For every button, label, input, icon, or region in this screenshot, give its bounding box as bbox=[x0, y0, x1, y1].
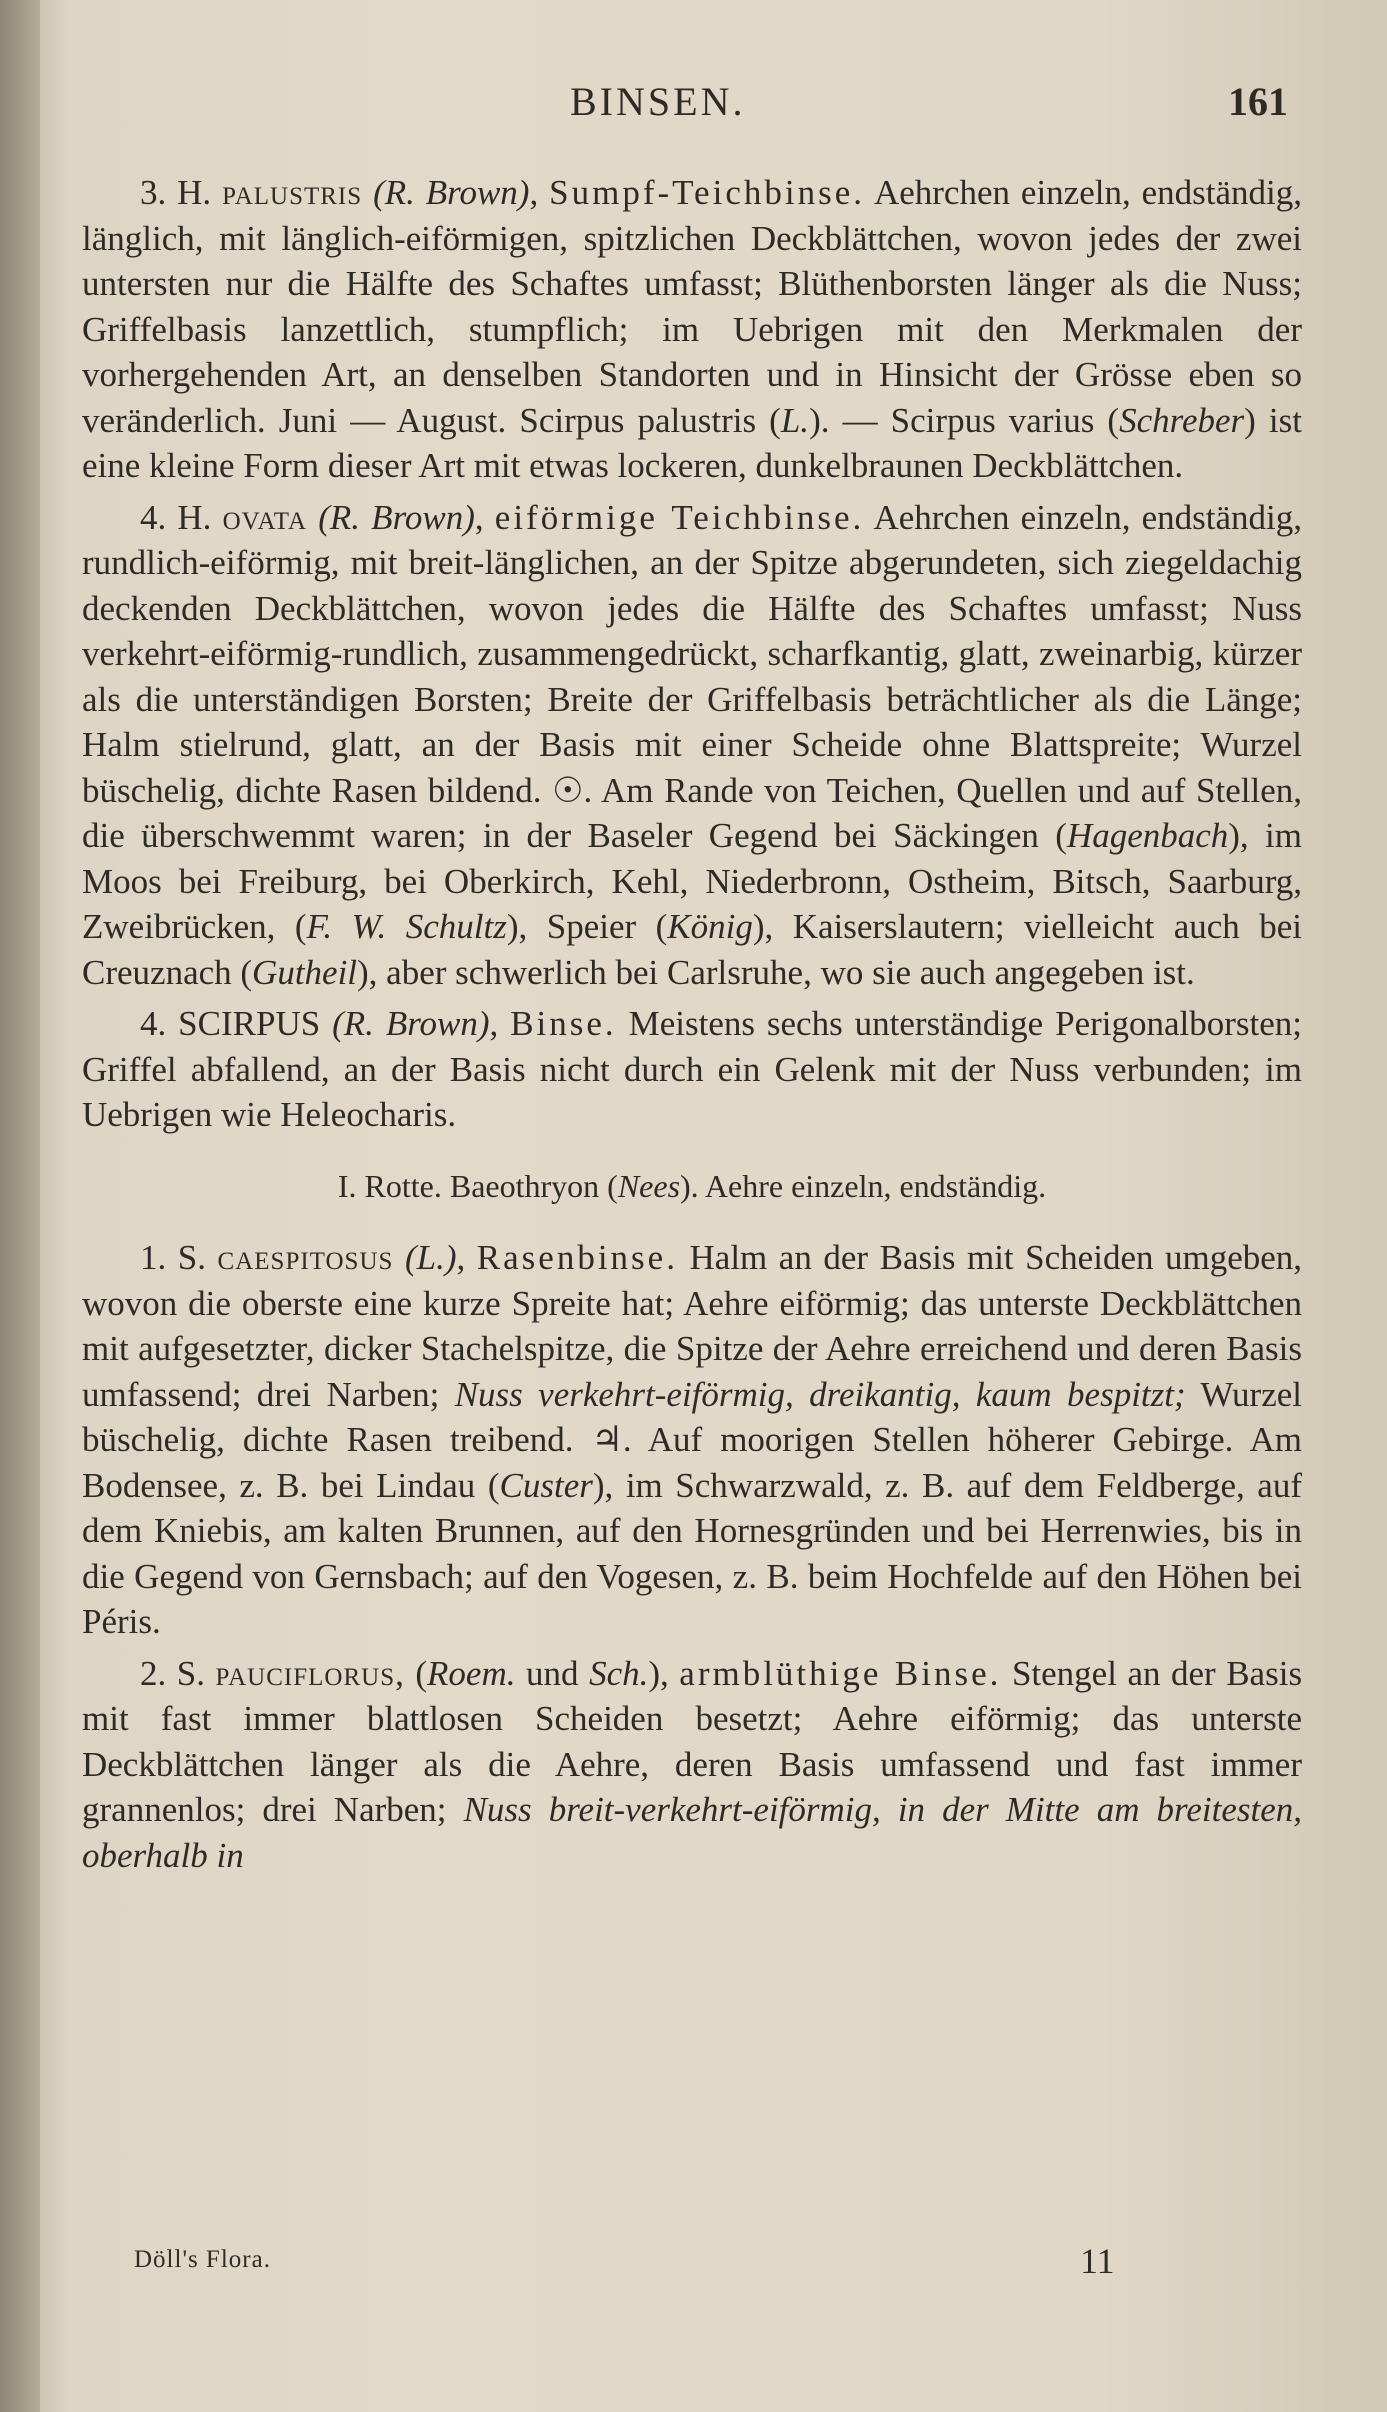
author: (L.) bbox=[404, 1238, 457, 1277]
description: Aehrchen einzeln, endständig, rundlich-eiförmig, mit breit-länglichen, an der Spitze abgerundeten, sich ziegeldachig deckenden Deckblättchen, wovon jedes die Hälfte des Schaftes umfasst; Nuss verkehrt-eiförmig-rundlich, zusammengedrückt, scharfkantig, glatt, zweinarbig, kürzer als die unterständigen Borsten; Breite der Griffelbasis beträchtlicher als die Länge; Halm stielrund, glatt, an der Basis mit einer Scheide ohne Blattspreite; Wurzel büschelig, dichte Rasen bildend. ☉. Am Rande von Teichen, Quellen und auf Stellen, die überschwemmt waren; in der Baseler Gegend bei Säckingen ( bbox=[82, 497, 1302, 855]
entry-number: 4. bbox=[140, 1004, 167, 1043]
common-name: Binse. bbox=[510, 1004, 617, 1043]
entry-number: 3. H. bbox=[140, 173, 212, 212]
page-footer bbox=[0, 2240, 1387, 2290]
author-ref: Nees bbox=[617, 1167, 681, 1204]
genus-name: SCIRPUS bbox=[178, 1004, 321, 1043]
species-name: caespitosus bbox=[217, 1238, 394, 1277]
species-name: ovata bbox=[222, 497, 308, 537]
description-cont: ), Kaiserslautern; vielleicht auch bei Creuznach ( bbox=[82, 907, 1303, 992]
italic-diagnosis: Nuss verkehrt-eiförmig, dreikantig, kaum bespitzt; bbox=[454, 1374, 1186, 1414]
paragraph-h-ovata: 4. H. ovata (R. Brown), eiförmige Teichbinse. Aehrchen einzeln, endständig, rundlich-eiförmig, mit breit-länglichen, an der Spitze abgerundeten, sich ziegeldachig deckenden Deckblättchen, wovon jedes die Hälfte des Schaftes umfasst; Nuss verkehrt-eiförmig-rundlich, zusammengedrückt, scharfkantig, glatt, zweinarbig, kürzer als die unterständigen Borsten; Breite der Griffelbasis beträchtlicher als die Länge; Halm stielrund, glatt, an der Basis mit einer Scheide ohne Blattspreite; Wurzel büschelig, dichte Rasen bildend. ☉. Am Rande von Teichen, Quellen und auf Stellen, die überschwemmt waren; in der Baseler Gegend bei Säckingen (Hagenbach), im Moos bei Freiburg, bei Oberkirch, Kehl, Niederbronn, Ostheim, Bitsch, Saarburg, Zweibrücken, (F. W. Schultz), Speier (König), Kaiserslautern; vielleicht auch bei Creuznach (Gutheil), aber schwerlich bei Carlsruhe, wo sie auch angegeben ist. bbox=[82, 497, 1303, 992]
description: Halm an der Basis mit Scheiden umgeben, wovon die oberste eine kurze Spreite hat; Aehre eiförmig; das unterste Deckblättchen mit aufgesetzter, dicker Stachelspitze, die Spitze der Aehre erreichend und deren Basis umfassend; drei Narben; bbox=[82, 1238, 1303, 1414]
author-open: ( bbox=[415, 1653, 428, 1693]
rotte-text-cont: ). Aehre einzeln, endständig. bbox=[680, 1167, 1047, 1204]
species-name: pauciflorus, bbox=[215, 1653, 405, 1693]
sheet-number: 11 bbox=[1080, 2241, 1115, 2281]
description-cont: ) ist eine kleine Form dieser Art mit etwas lockeren, dunkelbraunen Deckblättchen. bbox=[82, 400, 1302, 485]
author-ref: Sch. bbox=[589, 1653, 649, 1693]
description-cont: ), aber schwerlich bei Carlsruhe, wo sie auch angegeben ist. bbox=[357, 952, 1195, 992]
description-cont: Wurzel büschelig, dichte Rasen treibend. ♃. Auf moorigen Stellen höherer Gebirge. Am Bodensee, z. B. bei Lindau ( bbox=[82, 1374, 1302, 1505]
description: Meistens sechs unterständige Perigonalborsten; Griffel abfallend, an der Basis nicht durch ein Gelenk mit der Nuss verbunden; im Uebrigen wie Heleocharis. bbox=[82, 1004, 1303, 1134]
page-gutter-edge bbox=[0, 0, 40, 2412]
author-ref: Hagenbach bbox=[1066, 816, 1229, 855]
description: Stengel an der Basis mit fast immer blattlosen Scheiden besetzt; Aehre eiförmig; das unterste Deckblättchen länger als die Aehre, deren Basis umfassend und fast immer grannenlos; drei Narben; bbox=[82, 1653, 1303, 1829]
author-und: und bbox=[526, 1653, 579, 1693]
common-name: eiförmige Teichbinse. bbox=[494, 497, 865, 537]
entry-number: 4. H. bbox=[140, 497, 212, 537]
paragraph-h-palustris: 3. H. palustris (R. Brown), Sumpf-Teichbinse. Aehrchen einzeln, endständig, länglich, mit länglich-eiförmigen, spitzlichen Deckblättchen, wovon jedes der zwei untersten nur die Hälfte des Schaftes umfasst; Blüthenborsten länger als die Nuss; Griffelbasis lanzettlich, stumpflich; im Uebrigen mit den Merkmalen der vorhergehenden Art, an denselben Standorten und in Hinsicht der Grösse eben so veränderlich. Juni — August. Scirpus palustris (L.). — Scirpus varius (Schreber) ist eine kleine Form dieser Art mit etwas lockeren, dunkelbraunen Deckblättchen. bbox=[82, 173, 1302, 485]
signature-mark: Döll's Flora. bbox=[134, 2246, 271, 2273]
author-ref: Custer bbox=[499, 1465, 593, 1505]
author: (R. Brown) bbox=[373, 173, 530, 212]
common-name: Sumpf-Teichbinse. bbox=[549, 173, 865, 212]
author-ref: Roem. bbox=[427, 1653, 516, 1693]
description-cont: ), im Moos bei Freiburg, bei Oberkirch, Kehl, Niederbronn, Ostheim, Bitsch, Saarburg, Zweibrücken, ( bbox=[82, 816, 1302, 946]
entry-number: 1. S. bbox=[140, 1238, 206, 1277]
description-cont: ), im Schwarzwald, z. B. auf dem Feldberge, auf dem Kniebis, am kalten Brunnen, auf den Hornesgründen und bei Herrenwies, bis in die Gegend von Gernsbach; auf den Vogesen, z. B. beim Hochfelde auf den Höhen bei Péris. bbox=[82, 1465, 1302, 1641]
paragraph-s-pauciflorus bbox=[82, 1651, 1302, 1879]
common-name: armblüthige Binse. bbox=[679, 1653, 1002, 1693]
description: Aehrchen einzeln, endständig, länglich, mit länglich-eiförmigen, spitzlichen Deckblättchen, wovon jedes der zwei untersten nur die Hälfte des Schaftes umfasst; Blüthenborsten länger als die Nuss; Griffelbasis lanzettlich, stumpflich; im Uebrigen mit den Merkmalen der vorhergehenden Art, an denselben Standorten und in Hinsicht der Grösse eben so veränderlich. Juni — August. Scirpus palustris ( bbox=[82, 173, 1302, 440]
italic-diagnosis: Nuss breit-verkehrt-eiförmig, in der Mitte am breitesten, oberhalb in bbox=[82, 1790, 1302, 1875]
author-ref: F. W. Schultz bbox=[306, 907, 507, 946]
entry-number: 2. S. bbox=[140, 1653, 205, 1693]
running-title: BINSEN. bbox=[570, 79, 746, 124]
paragraph-scirpus-genus: 4. SCIRPUS (R. Brown), Binse. Meistens sechs unterständige Perigonalborsten; Griffel abfallend, an der Basis nicht durch ein Gelenk mit der Nuss verbunden; im Uebrigen wie Heleocharis. bbox=[82, 1004, 1303, 1134]
author: (R. Brown) bbox=[318, 497, 475, 537]
rotte-text: I. Rotte. Baeothryon ( bbox=[337, 1167, 618, 1204]
author-ref: Gutheil bbox=[252, 952, 358, 992]
page-number: 161 bbox=[1228, 79, 1288, 124]
author-ref: König bbox=[667, 907, 753, 946]
description-cont: ), Speier ( bbox=[506, 907, 668, 946]
rotte-heading bbox=[82, 1164, 1302, 1210]
species-name: palustris bbox=[222, 173, 363, 212]
running-header bbox=[0, 78, 1387, 138]
author-ref: L. bbox=[780, 400, 810, 440]
author: (R. Brown) bbox=[332, 1004, 490, 1043]
description-cont: ). — Scirpus varius ( bbox=[809, 400, 1120, 440]
paragraph-s-caespitosus: 1. S. caespitosus (L.), Rasenbinse. Halm an der Basis mit Scheiden umgeben, wovon die oberste eine kurze Spreite hat; Aehre eiförmig; das unterste Deckblättchen mit aufgesetzter, dicker Stachelspitze, die Spitze der Aehre erreichend und deren Basis umfassend; drei Narben; Nuss verkehrt-eiförmig, dreikantig, kaum bespitzt; Wurzel büschelig, dichte Rasen treibend. ♃. Auf moorigen Stellen höherer Gebirge. Am Bodensee, z. B. bei Lindau (Custer), im Schwarzwald, z. B. auf dem Feldberge, auf dem Kniebis, am kalten Brunnen, auf den Hornesgründen und bei Herrenwies, bis in die Gegend von Gernsbach; auf den Vogesen, z. B. beim Hochfelde auf den Höhen bei Péris. bbox=[82, 1238, 1303, 1641]
author-close: ), bbox=[648, 1653, 669, 1693]
author-ref: Schreber bbox=[1119, 400, 1245, 440]
common-name: Rasenbinse. bbox=[476, 1238, 678, 1277]
body-text bbox=[82, 170, 1302, 1884]
